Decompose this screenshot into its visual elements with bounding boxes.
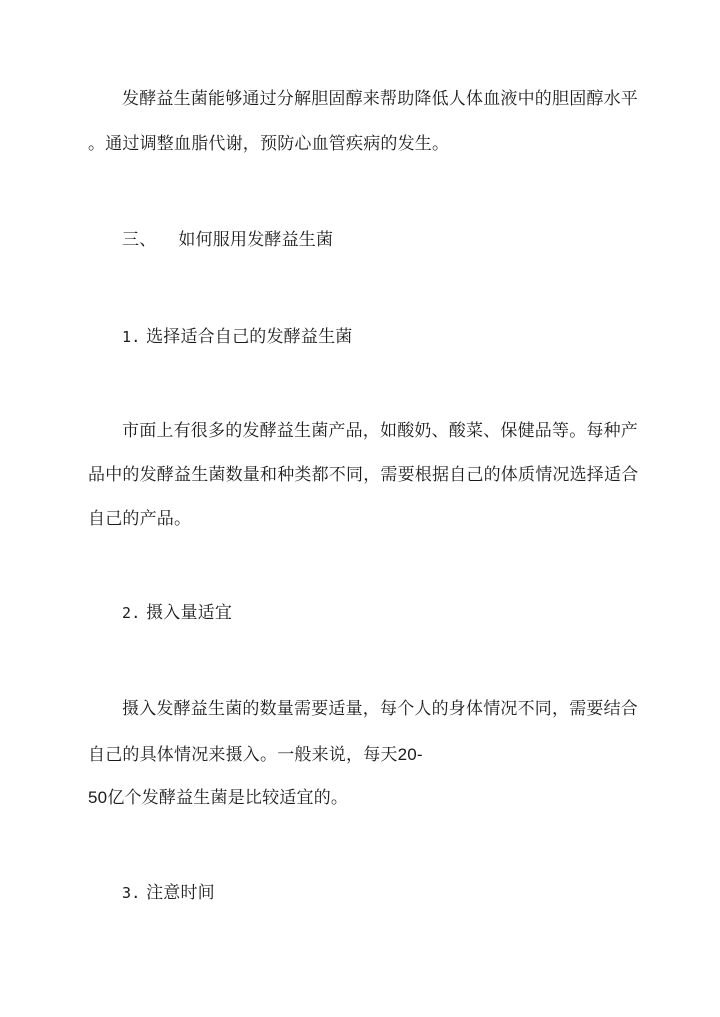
subheading-intake-amount xyxy=(122,602,232,624)
paragraph-cholesterol-line-1: 发酵益生菌能够通过分解胆固醇来帮助降低人体血液中的胆固醇水平 xyxy=(122,89,638,109)
paragraph-intake-line-1: 摄入发酵益生菌的数量需要适量，每个人的身体情况不同，需要结合 xyxy=(122,699,638,719)
subheading-title: 注意时间 xyxy=(146,883,215,903)
intake-line-2-text: 自己的具体情况来摄入。一般来说，每天 xyxy=(88,745,398,765)
section-heading-how-to-take xyxy=(122,229,333,251)
subheading-title: 摄入量适宜 xyxy=(146,603,233,623)
intake-line-3-digits: 50 xyxy=(88,788,108,807)
intake-line-2-digits: 20- xyxy=(397,745,423,764)
subheading-number: 1. xyxy=(122,328,141,346)
section-title: 如何服用发酵益生菌 xyxy=(178,230,334,250)
section-number: 三、 xyxy=(122,230,157,250)
paragraph-cholesterol-line-2: 。通过调整血脂代谢，预防心血管疾病的发生。 xyxy=(88,134,450,154)
subheading-number: 3. xyxy=(122,884,141,902)
paragraph-products-line-3: 自己的产品。 xyxy=(88,509,192,529)
paragraph-intake-line-2 xyxy=(88,744,423,766)
intake-line-3-text: 亿个发酵益生菌是比较适宜的。 xyxy=(107,788,349,808)
subheading-number: 2. xyxy=(122,604,141,622)
subheading-title: 选择适合自己的发酵益生菌 xyxy=(146,327,353,347)
paragraph-intake-line-3 xyxy=(88,787,348,809)
paragraph-products-line-1: 市面上有很多的发酵益生菌产品，如酸奶、酸菜、保健品等。每种产 xyxy=(122,421,638,441)
paragraph-products-line-2: 品中的发酵益生菌数量和种类都不同，需要根据自己的体质情况选择适合 xyxy=(88,465,639,485)
subheading-timing xyxy=(122,882,215,904)
subheading-choose-product xyxy=(122,326,352,348)
